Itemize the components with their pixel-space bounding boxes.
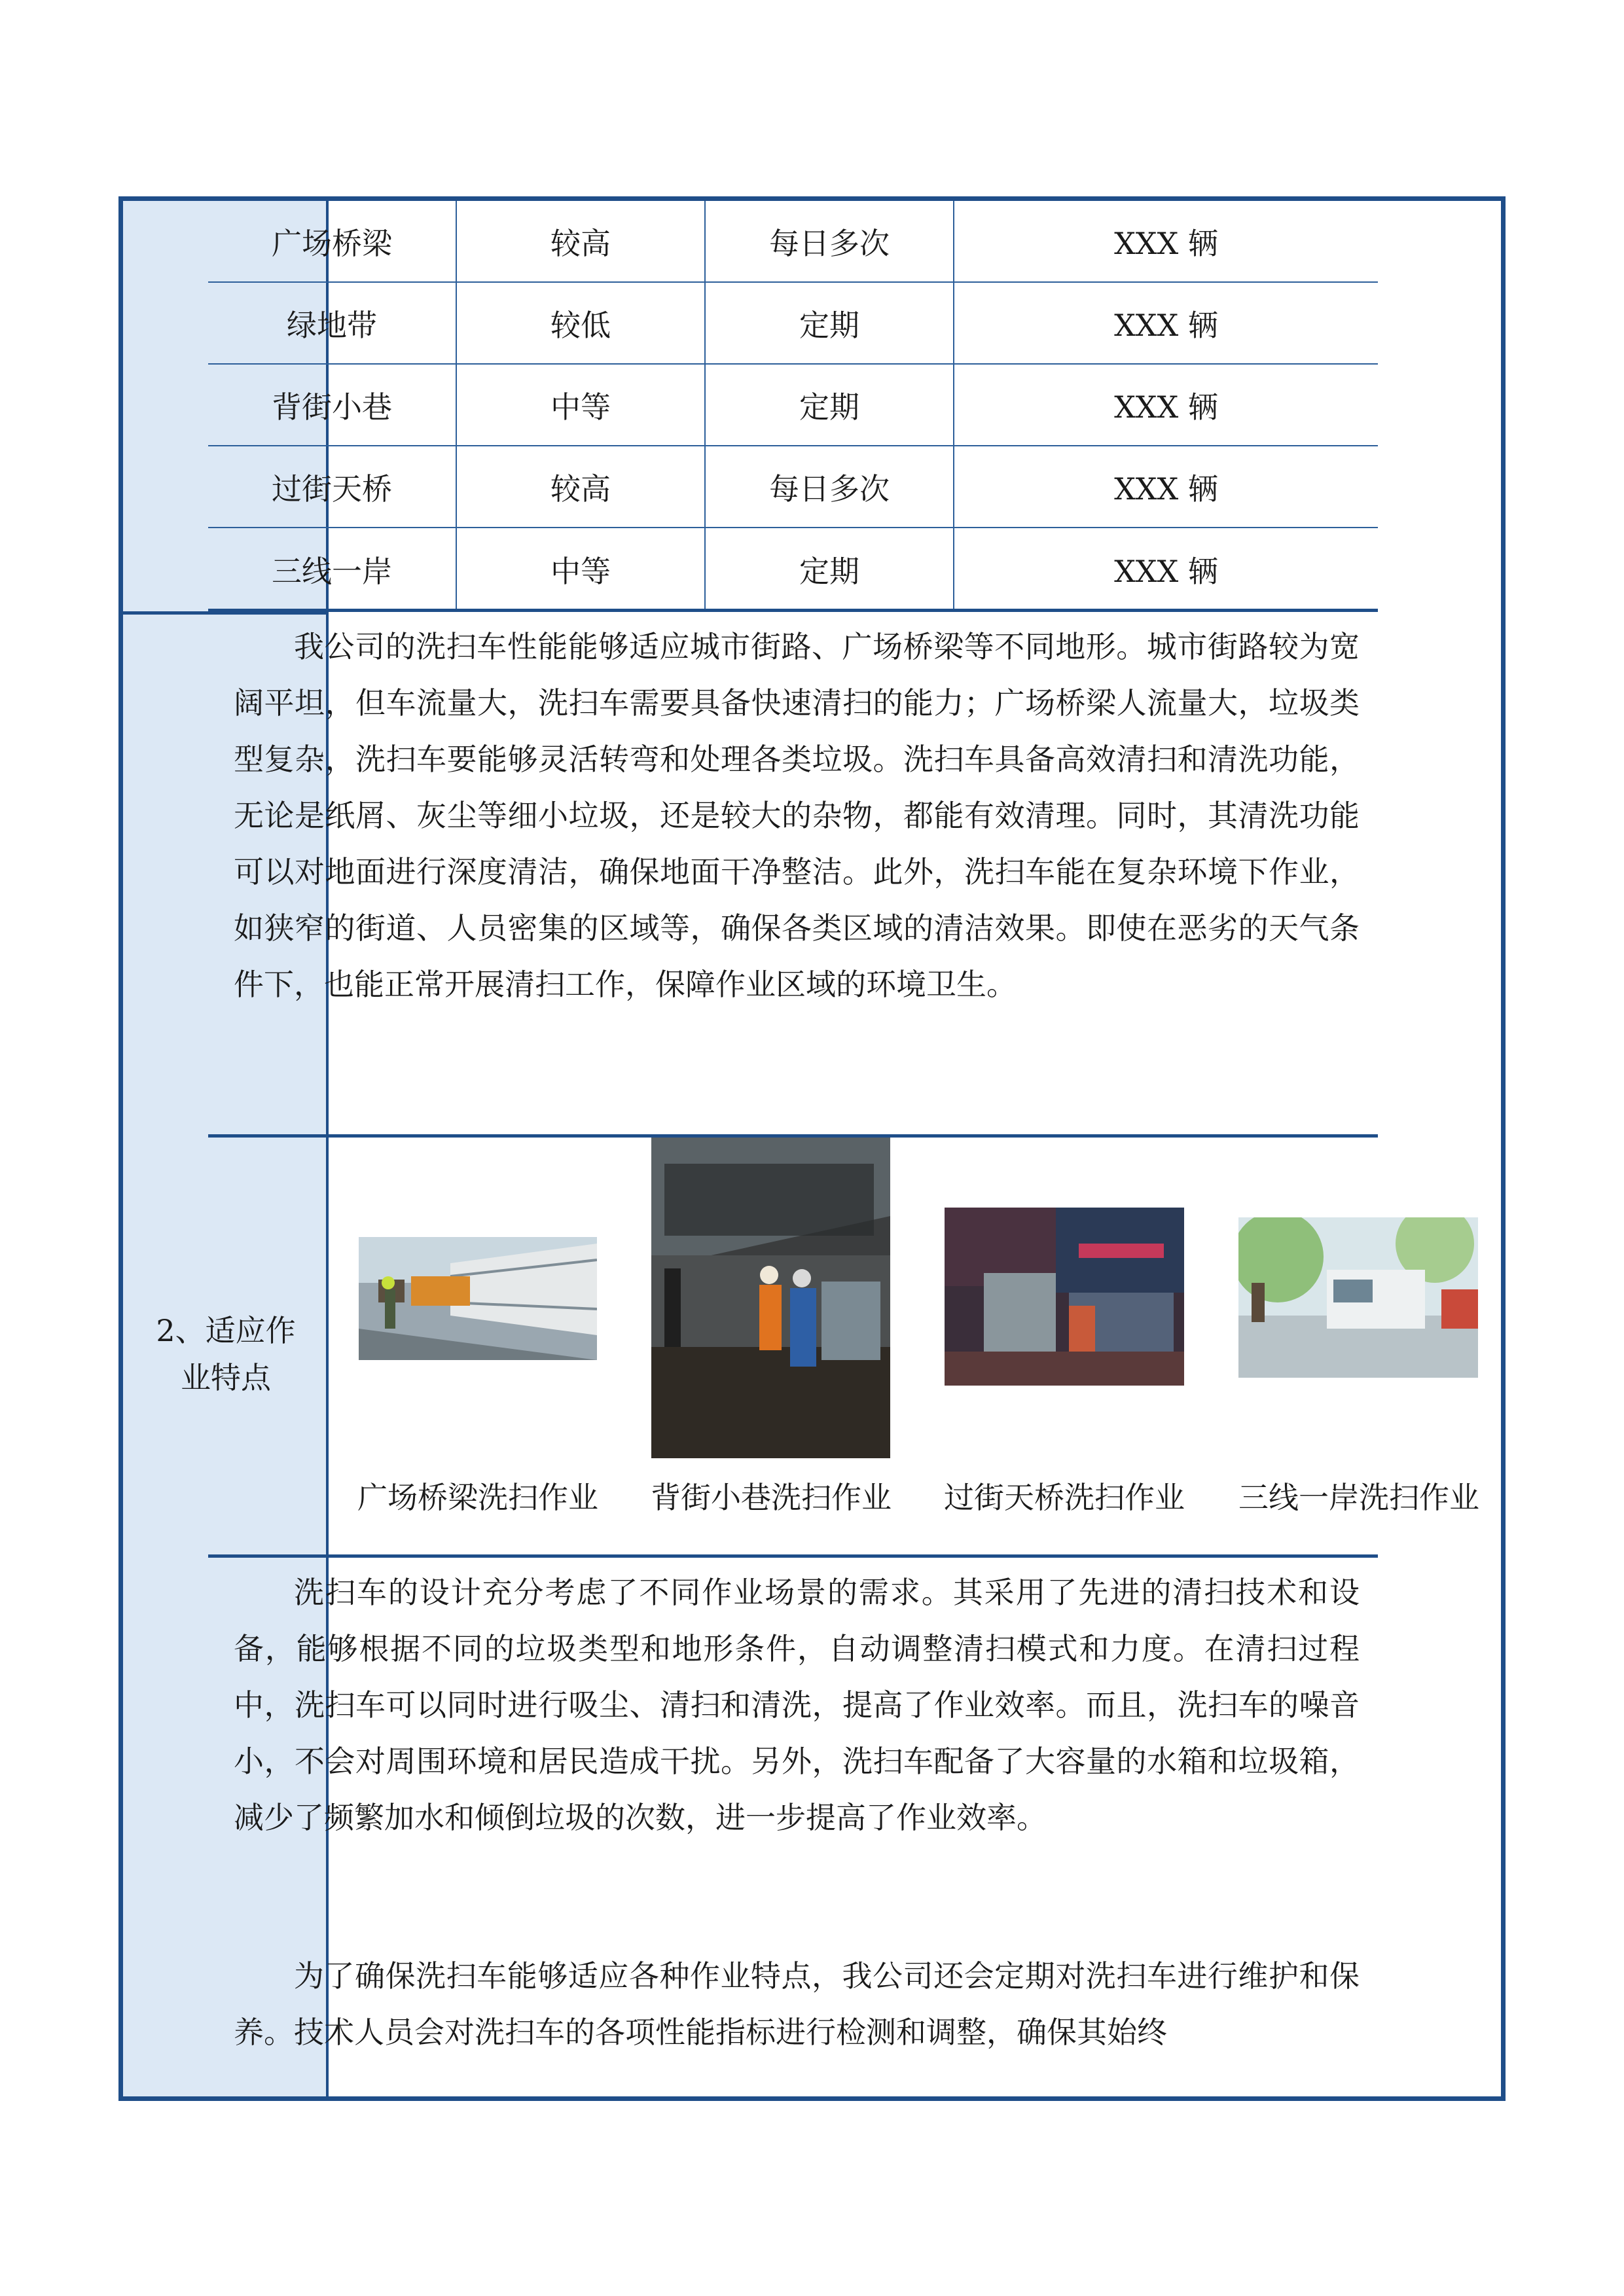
vehicles-cell: XXX 辆 bbox=[1114, 225, 1218, 261]
frequency-cell: 每日多次 bbox=[706, 201, 954, 281]
vehicles-cell: XXX 辆 bbox=[1114, 471, 1218, 507]
section-divider bbox=[208, 1554, 1378, 1558]
frequency-cell: 定期 bbox=[706, 365, 954, 445]
photo-overpass-image bbox=[945, 1208, 1184, 1386]
level-cell: 较低 bbox=[457, 283, 706, 363]
photo-riverbank-image bbox=[1238, 1217, 1478, 1378]
area-cell: 三线一岸 bbox=[208, 528, 457, 610]
photo-back-alley bbox=[651, 1138, 890, 1458]
table-row bbox=[208, 365, 1378, 446]
photo-plaza-bridge-image bbox=[359, 1237, 597, 1360]
section-label bbox=[123, 1307, 329, 1401]
photo-plaza-bridge bbox=[359, 1237, 597, 1360]
vehicles-cell: XXX 辆 bbox=[1114, 553, 1218, 589]
vehicles-cell: XXX 辆 bbox=[1114, 389, 1218, 425]
frequency-cell: 定期 bbox=[706, 528, 954, 610]
level-cell: 较高 bbox=[457, 446, 706, 527]
maintenance-paragraph: 为了确保洗扫车能够适应各种作业特点，我公司还会定期对洗扫车进行维护和保养。技术人员会对洗扫车的各项性能指标进行检测和调整，确保其始终 bbox=[234, 1958, 1360, 2050]
table-row bbox=[208, 283, 1378, 365]
area-cell: 过街天桥 bbox=[208, 446, 457, 527]
table-row bbox=[208, 201, 1378, 283]
intro-paragraph: 我公司的洗扫车性能能够适应城市街路、广场桥梁等不同地形。城市街路较为宽阔平坦，但车流量大，洗扫车需要具备快速清扫的能力；广场桥梁人流量大，垃圾类型复杂，洗扫车要能够灵活转弯和处理各类垃圾。洗扫车具备高效清扫和清洗功能，无论是纸屑、灰尘等细小垃圾，还是较大的杂物，都能有效清理。同时，其清洗功能可以对地面进行深度清洁，确保地面干净整洁。此外，洗扫车能在复杂环境下作业，如狭窄的街道、人员密集的区域等，确保各类区域的清洁效果。即使在恶劣的天气条件下，也能正常开展清扫工作，保障作业区域的环境卫生。 bbox=[234, 629, 1360, 1002]
photo-overpass bbox=[945, 1208, 1184, 1386]
frequency-cell: 定期 bbox=[706, 283, 954, 363]
photo-riverbank bbox=[1238, 1217, 1478, 1378]
area-cell: 背街小巷 bbox=[208, 365, 457, 445]
level-cell: 中等 bbox=[457, 528, 706, 610]
section-divider bbox=[208, 609, 1378, 612]
photo-caption: 广场桥梁洗扫作业 bbox=[357, 1480, 598, 1515]
area-cell: 广场桥梁 bbox=[208, 201, 457, 281]
photo-back-alley-image bbox=[651, 1138, 890, 1458]
photo-caption: 背街小巷洗扫作业 bbox=[651, 1480, 892, 1515]
frequency-cell: 每日多次 bbox=[706, 446, 954, 527]
level-cell: 中等 bbox=[457, 365, 706, 445]
level-cell: 较高 bbox=[457, 201, 706, 281]
table-row bbox=[208, 446, 1378, 528]
section-label-line2: 业特点 bbox=[181, 1360, 271, 1395]
photo-caption: 三线一岸洗扫作业 bbox=[1238, 1480, 1479, 1515]
vehicles-cell: XXX 辆 bbox=[1114, 307, 1218, 343]
photo-caption: 过街天桥洗扫作业 bbox=[944, 1480, 1185, 1515]
area-cell: 绿地带 bbox=[208, 283, 457, 363]
design-paragraph: 洗扫车的设计充分考虑了不同作业场景的需求。其采用了先进的清扫技术和设备，能够根据不同的垃圾类型和地形条件，自动调整清扫模式和力度。在清扫过程中，洗扫车可以同时进行吸尘、清扫和清洗，提高了作业效率。而且，洗扫车的噪音小，不会对周围环境和居民造成干扰。另外，洗扫车配备了大容量的水箱和垃圾箱，减少了频繁加水和倾倒垃圾的次数，进一步提高了作业效率。 bbox=[234, 1575, 1360, 1835]
section-label-line1: 2、适应作 bbox=[156, 1313, 296, 1348]
table-row bbox=[208, 528, 1378, 610]
